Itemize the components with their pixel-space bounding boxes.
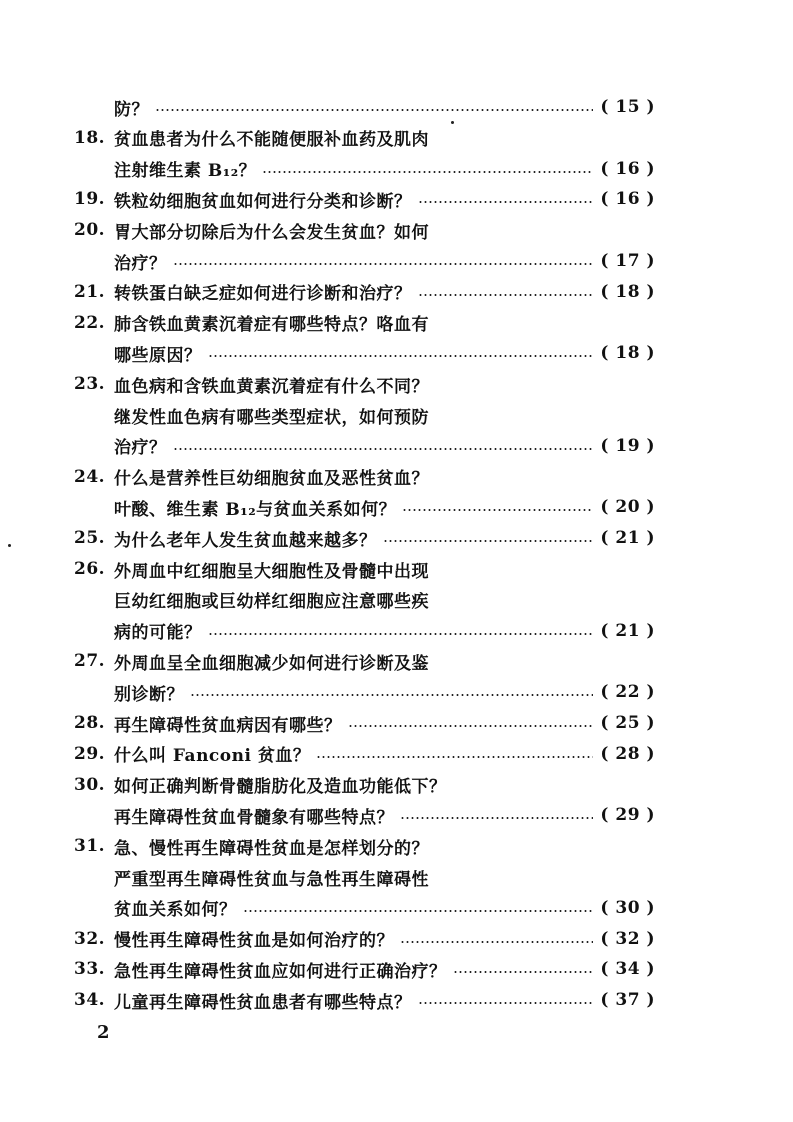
toc-leader-dots	[383, 540, 594, 542]
toc-entry-text: 转铁蛋白缺乏症如何进行诊断和治疗？	[114, 284, 412, 305]
page-number: 2	[97, 1022, 110, 1043]
toc-entry-page: ( 22 )	[600, 682, 655, 703]
toc-entry-text: 如何正确判断骨髓脂肪化及造血功能低下？	[114, 777, 447, 798]
toc-entry-continuation	[74, 585, 655, 615]
toc-entry-line	[74, 184, 655, 214]
toc-entry-number: 24.	[74, 466, 106, 487]
toc-entry-continuation	[74, 770, 655, 800]
toc-leader-dots	[316, 756, 593, 758]
print-speck	[451, 121, 454, 124]
toc-entry-continuation	[74, 554, 655, 584]
toc-entry-text: 铁粒幼细胞贫血如何进行分类和诊断？	[114, 191, 412, 212]
toc-entry-continuation	[74, 400, 655, 430]
toc-entry-text: 别诊断？	[114, 684, 184, 705]
toc-entry-text: 继发性血色病有哪些类型症状，如何预防	[114, 407, 429, 428]
toc-entry-line	[74, 893, 655, 923]
toc-entry-page: ( 29 )	[600, 805, 655, 826]
toc-entry-continuation	[74, 862, 655, 892]
toc-entry-line	[74, 800, 655, 830]
toc-entry-text: 病的可能？	[114, 623, 202, 644]
toc-entry-page: ( 15 )	[600, 97, 655, 117]
toc-entry-number: 23.	[74, 374, 106, 395]
toc-entry-text: 急性再生障碍性贫血应如何进行正确治疗？	[114, 961, 447, 982]
toc-entry-page: ( 25 )	[600, 713, 655, 733]
toc-entry-line	[74, 246, 655, 276]
toc-entry-text: 再生障碍性贫血骨髓象有哪些特点？	[114, 807, 394, 828]
toc-entry-text: 贫血关系如何？	[114, 900, 237, 921]
toc-entry-continuation	[74, 308, 655, 338]
toc-entry-page: ( 18 )	[600, 281, 655, 302]
toc-entry-number: 25.	[74, 528, 106, 549]
toc-leader-dots	[402, 509, 593, 511]
toc-entry-line	[74, 431, 655, 461]
toc-entry-text: 胃大部分切除后为什么会发生贫血？如何	[114, 222, 429, 243]
toc-entry-page: ( 17 )	[600, 251, 655, 271]
toc-entry-text: 治疗？	[114, 438, 167, 459]
toc-entry-number: 26.	[74, 559, 106, 579]
toc-leader-dots	[418, 294, 594, 296]
toc-entry-text: 什么叫 Fanconi 贫血？	[114, 746, 311, 767]
toc-entry-text: 治疗？	[114, 253, 167, 274]
toc-entry-text: 慢性再生障碍性贫血是如何治疗的？	[114, 931, 394, 952]
toc-entry-number: 28.	[74, 713, 106, 733]
toc-entry-text: 外周血中红细胞呈大细胞性及骨髓中出现	[114, 561, 429, 582]
toc-entry-line	[74, 616, 655, 646]
toc-leader-dots	[208, 633, 594, 635]
toc-entry-text: 叶酸、维生素 B₁₂与贫血关系如何？	[114, 499, 397, 520]
toc-entry-text: 严重型再生障碍性贫血与急性再生障碍性	[114, 869, 429, 890]
toc-entry-number: 21.	[74, 281, 106, 302]
toc-entry-line	[74, 677, 655, 707]
toc-entry-line	[74, 523, 655, 553]
toc-entry-continuation	[74, 831, 655, 861]
toc-entry-line	[74, 92, 655, 122]
toc-entry-line	[74, 492, 655, 522]
toc-entry-continuation	[74, 646, 655, 676]
toc-entry-continuation	[74, 123, 655, 153]
toc-leader-dots	[173, 448, 594, 450]
toc-leader-dots	[400, 941, 593, 943]
toc-leader-dots	[400, 817, 593, 819]
toc-entry-page: ( 21 )	[600, 620, 655, 641]
toc-entry-line	[74, 338, 655, 368]
toc-entry-text: 肺含铁血黄素沉着症有哪些特点？咯血有	[114, 315, 429, 336]
toc-entry-continuation	[74, 369, 655, 399]
print-speck	[8, 544, 11, 547]
toc-leader-dots	[173, 263, 594, 265]
toc-entry-line	[74, 277, 655, 307]
toc-entry-number: 27.	[74, 651, 106, 672]
toc-entry-page: ( 28 )	[600, 743, 655, 764]
toc-entry-text: 贫血患者为什么不能随便服补血药及肌肉	[114, 130, 429, 151]
toc-entry-page: ( 37 )	[600, 990, 655, 1011]
toc-leader-dots	[243, 910, 594, 912]
toc-entry-line	[74, 154, 655, 184]
toc-entry-page: ( 32 )	[600, 928, 655, 949]
toc-entry-text: 儿童再生障碍性贫血患者有哪些特点？	[114, 992, 412, 1013]
toc-entry-text: 巨幼红细胞或巨幼样红细胞应注意哪些疾	[114, 592, 429, 613]
toc-entry-line	[74, 739, 655, 769]
toc-entry-number: 18.	[74, 127, 106, 148]
toc-leader-dots	[155, 109, 593, 111]
toc-entry-text: 为什么老年人发生贫血越来越多？	[114, 530, 377, 551]
toc-entry-text: 哪些原因？	[114, 345, 202, 366]
toc-leader-dots	[418, 201, 594, 203]
toc-entry-line	[74, 708, 655, 738]
toc-entry-text: 注射维生素 B₁₂？	[114, 161, 257, 182]
toc-entry-line	[74, 954, 655, 984]
toc-entry-number: 20.	[74, 220, 106, 241]
toc-entry-text: 血色病和含铁血黄素沉着症有什么不同？	[114, 376, 429, 397]
toc-entry-number: 29.	[74, 743, 106, 764]
toc-entry-number: 22.	[74, 312, 106, 333]
toc-entry-number: 32.	[74, 928, 106, 949]
toc-entry-text: 急、慢性再生障碍性贫血是怎样划分的？	[114, 838, 429, 859]
toc-entry-continuation	[74, 462, 655, 492]
toc-entry-number: 31.	[74, 836, 106, 857]
toc-entry-page: ( 19 )	[600, 435, 655, 456]
toc-entry-line	[74, 924, 655, 954]
toc-entry-page: ( 21 )	[600, 528, 655, 549]
toc-leader-dots	[418, 1002, 594, 1004]
toc-entry-page: ( 18 )	[600, 343, 655, 364]
toc-entry-line	[74, 985, 655, 1015]
toc-entry-number: 30.	[74, 774, 106, 795]
toc-entry-page: ( 20 )	[600, 497, 655, 518]
toc-entry-continuation	[74, 215, 655, 245]
toc-entry-text: 防？	[114, 99, 149, 120]
toc-leader-dots	[190, 694, 593, 696]
toc-leader-dots	[348, 725, 594, 727]
toc-entry-text: 什么是营养性巨幼细胞贫血及恶性贫血？	[114, 469, 429, 490]
toc-entry-page: ( 30 )	[600, 897, 655, 918]
toc-entry-number: 19.	[74, 189, 106, 210]
toc-leader-dots	[262, 171, 593, 173]
toc-entry-page: ( 16 )	[600, 158, 655, 179]
toc-leader-dots	[453, 971, 594, 973]
toc-entry-page: ( 34 )	[600, 959, 655, 980]
toc-entry-text: 外周血呈全血细胞减少如何进行诊断及鉴	[114, 653, 429, 674]
toc-entry-text: 再生障碍性贫血病因有哪些？	[114, 715, 342, 736]
toc-entry-number: 34.	[74, 990, 106, 1011]
toc-entry-number: 33.	[74, 959, 106, 980]
toc-leader-dots	[208, 355, 594, 357]
toc-entry-page: ( 16 )	[600, 189, 655, 210]
